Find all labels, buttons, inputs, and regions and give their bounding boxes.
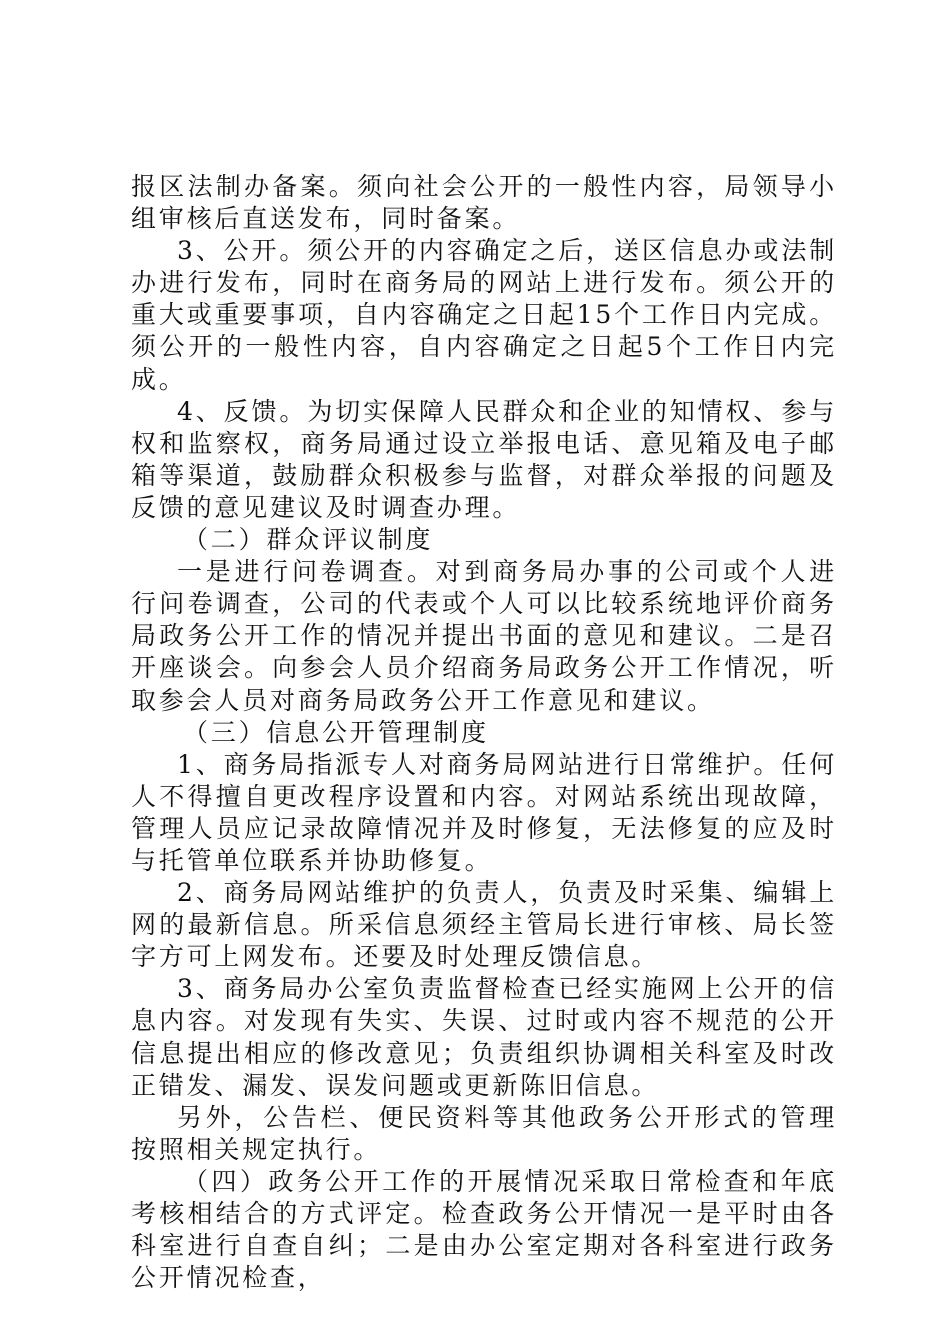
paragraph-evaluation: （四）政务公开工作的开展情况采取日常检查和年底考核相结合的方式评定。检查政务公开情况一是平时由各科室进行自查自纠；二是由办公室定期对各科室进行政务公开情况检查， (131, 1166, 837, 1293)
paragraph-public-review: 一是进行问卷调查。对到商务局办事的公司或个人进行问卷调查，公司的代表或个人可以比较系统地评价商务局政务公开工作的情况并提出书面的意见和建议。二是召开座谈会。向参会人员介绍商务局政务公开工作情况，听取参会人员对商务局政务公开工作意见和建议。 (131, 557, 837, 715)
paragraph-filing-continuation: 报区法制办备案。须向社会公开的一般性内容，局领导小组审核后直送发布，同时备案。 (131, 172, 837, 234)
paragraph-other-forms: 另外，公告栏、便民资料等其他政务公开形式的管理按照相关规定执行。 (131, 1102, 837, 1164)
document-body (131, 171, 837, 1294)
paragraph-info-collection: 2、商务局网站维护的负责人，负责及时采集、编辑上网的最新信息。所采信息须经主管局长进行审核、局长签字方可上网发布。还要及时处理反馈信息。 (131, 878, 837, 972)
paragraph-disclosure: 3、公开。须公开的内容确定之后，送区信息办或法制办进行发布，同时在商务局的网站上进行发布。须公开的重大或重要事项，自内容确定之日起15个工作日内完成。须公开的一般性内容，自内容确定之日起5个工作日内完成。 (131, 236, 837, 394)
paragraph-website-maintenance: 1、商务局指派专人对商务局网站进行日常维护。任何人不得擅自更改程序设置和内容。对网站系统出现故障，管理人员应记录故障情况并及时修复，无法修复的应及时与托管单位联系并协助修复。 (131, 749, 837, 875)
paragraph-office-supervision: 3、商务局办公室负责监督检查已经实施网上公开的信息内容。对发现有失实、失误、过时或内容不规范的公开信息提出相应的修改意见；负责组织协调相关科室及时改正错发、漏发、误发问题或更新陈旧信息。 (131, 974, 837, 1100)
section-heading-public-review: （二）群众评议制度 (183, 525, 434, 555)
section-heading-info-management: （三）信息公开管理制度 (183, 717, 489, 747)
paragraph-feedback: 4、反馈。为切实保障人民群众和企业的知情权、参与权和监察权，商务局通过设立举报电话、意见箱及电子邮箱等渠道，鼓励群众积极参与监督，对群众举报的问题及反馈的意见建议及时调查办理。 (131, 396, 837, 522)
